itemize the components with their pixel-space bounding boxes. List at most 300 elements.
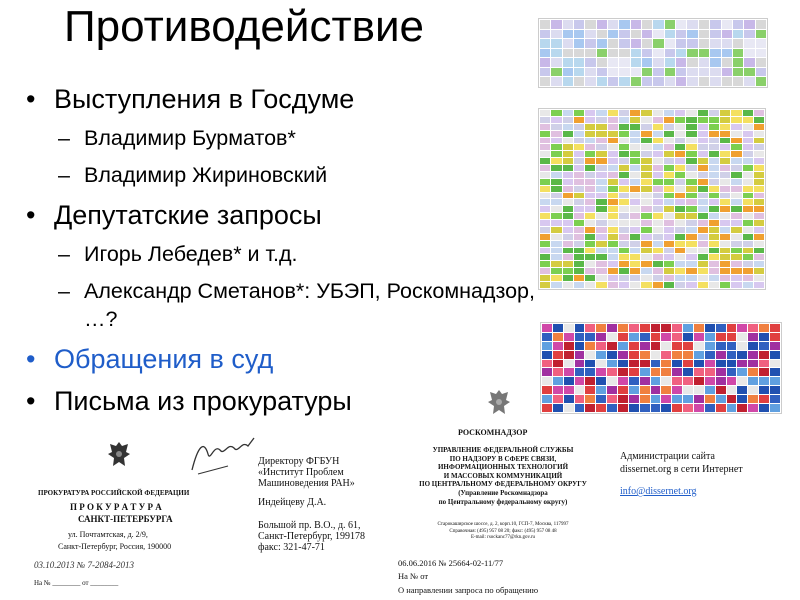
grid-cell — [708, 185, 719, 192]
grid-cell — [540, 206, 551, 213]
grid-cell — [618, 171, 629, 178]
grid-cell — [596, 247, 607, 254]
grid-cell — [732, 67, 743, 77]
grid-cell — [540, 165, 551, 172]
grid-cell — [742, 123, 753, 130]
grid-cell — [607, 281, 618, 288]
grid-cell — [698, 39, 709, 49]
grid-cell — [676, 20, 687, 30]
grid-cell — [663, 233, 674, 240]
grid-cell — [562, 281, 573, 288]
grid-cell — [596, 192, 607, 199]
grid-cell — [641, 261, 652, 268]
grid-cell — [721, 29, 732, 39]
grid-cell — [720, 144, 731, 151]
rkn-head4: И МАССОВЫХ КОММУНИКАЦИЙ — [443, 471, 563, 480]
grid-cell — [652, 233, 663, 240]
grid-cell — [540, 192, 551, 199]
grid-cell — [585, 199, 596, 206]
grid-cell — [652, 247, 663, 254]
grid-cell — [551, 67, 562, 77]
rkn-head6: (Управление Роскомнадзора — [458, 488, 548, 497]
grid-cell — [697, 199, 708, 206]
prosecutor-letter — [30, 430, 400, 600]
grid-cell — [618, 199, 629, 206]
grid-cell — [770, 324, 781, 333]
grid-cell — [562, 123, 573, 130]
grid-cell — [731, 123, 742, 130]
grid-cell — [704, 377, 715, 386]
grid-cell — [607, 268, 618, 275]
grid-cell — [652, 110, 663, 117]
grid-cell — [585, 137, 596, 144]
grid-cell — [540, 77, 551, 87]
grid-cell — [683, 368, 694, 377]
grid-cell — [720, 275, 731, 282]
grid-cell — [742, 254, 753, 261]
grid-cell — [551, 254, 562, 261]
grid-cell — [542, 332, 553, 341]
grid-cell — [742, 281, 753, 288]
grid-cell — [562, 130, 573, 137]
grid-cell — [562, 247, 573, 254]
grid-cell — [753, 254, 764, 261]
grid-cell — [675, 247, 686, 254]
grid-cell — [698, 77, 709, 87]
grid-cell — [585, 254, 596, 261]
grid-cell — [708, 247, 719, 254]
grid-cell — [552, 377, 563, 386]
grid-cell — [675, 233, 686, 240]
grid-cell — [710, 77, 721, 87]
grid-cell — [618, 233, 629, 240]
grid-cell — [664, 29, 675, 39]
grid-cell — [552, 341, 563, 350]
grid-cell — [596, 158, 607, 165]
grid-cell — [720, 254, 731, 261]
grid-cell — [562, 39, 573, 49]
grid-cell — [687, 20, 698, 30]
grid-cell — [618, 151, 629, 158]
grid-cell — [551, 192, 562, 199]
grid-cell — [573, 192, 584, 199]
grid-cell — [731, 151, 742, 158]
grid-cell — [562, 110, 573, 117]
grid-cell — [731, 226, 742, 233]
grid-cell — [641, 268, 652, 275]
grid-cell — [585, 281, 596, 288]
grid-cell — [742, 185, 753, 192]
grid-cell — [753, 261, 764, 268]
grid-cell — [683, 350, 694, 359]
grid-cell — [653, 58, 664, 68]
grid-cell — [551, 77, 562, 87]
grid-cell — [731, 171, 742, 178]
grid-cell — [708, 240, 719, 247]
recipient-line3: Машиноведения РАН» — [258, 478, 355, 489]
grid-cell — [642, 48, 653, 58]
grid-cell — [585, 247, 596, 254]
grid-cell — [563, 350, 574, 359]
grid-cell — [573, 254, 584, 261]
rkn-date-ref: 06.06.2016 № 25664-02-11/77 — [398, 558, 504, 568]
grid-cell — [708, 268, 719, 275]
grid-cell — [573, 130, 584, 137]
grid-cell — [562, 158, 573, 165]
grid-cell — [574, 39, 585, 49]
grid-cell — [742, 178, 753, 185]
grid-cell — [607, 350, 618, 359]
grid-cell — [748, 377, 759, 386]
grid-cell — [552, 350, 563, 359]
grid-cell — [731, 213, 742, 220]
grid-cell — [720, 261, 731, 268]
grid-cell — [683, 332, 694, 341]
grid-cell — [755, 29, 766, 39]
grid-cell — [664, 77, 675, 87]
grid-cell — [652, 171, 663, 178]
grid-cell — [596, 185, 607, 192]
grid-cell — [686, 116, 697, 123]
grid-cell — [720, 178, 731, 185]
grid-cell — [596, 67, 607, 77]
recipient-line1: Директору ФГБУН — [258, 456, 340, 467]
grid-cell — [608, 58, 619, 68]
grid-cell — [630, 123, 641, 130]
grid-cell — [551, 220, 562, 227]
grid-cell — [694, 368, 705, 377]
grid-cell — [744, 29, 755, 39]
grid-cell — [630, 213, 641, 220]
grid-cell — [686, 158, 697, 165]
grid-cell — [770, 332, 781, 341]
grid-cell — [596, 110, 607, 117]
grid-cell — [540, 281, 551, 288]
grid-cell — [704, 368, 715, 377]
grid-cell — [697, 226, 708, 233]
grid-cell — [720, 192, 731, 199]
grid-cell — [663, 220, 674, 227]
grid-cell — [574, 29, 585, 39]
grid-cell — [630, 77, 641, 87]
grid-cell — [540, 254, 551, 261]
grid-cell — [574, 359, 585, 368]
grid-cell — [540, 58, 551, 68]
grid-cell — [737, 350, 748, 359]
grid-cell — [710, 48, 721, 58]
grid-cell — [715, 332, 726, 341]
grid-cell — [759, 377, 770, 386]
grid-cell — [630, 261, 641, 268]
grid-cell — [737, 324, 748, 333]
grid-cell — [630, 206, 641, 213]
grid-cell — [585, 261, 596, 268]
grid-cell — [686, 226, 697, 233]
rkn-email-link[interactable]: info@dissernet.org — [620, 486, 697, 497]
grid-cell — [731, 240, 742, 247]
grid-cell — [697, 268, 708, 275]
grid-cell — [596, 281, 607, 288]
grid-cell — [686, 206, 697, 213]
grid-cell — [686, 261, 697, 268]
grid-cell — [686, 220, 697, 227]
grid-cell — [698, 58, 709, 68]
grid-cell — [742, 275, 753, 282]
grid-cell — [726, 359, 737, 368]
grid-cell — [585, 220, 596, 227]
grid-cell — [540, 67, 551, 77]
grid-cell — [675, 261, 686, 268]
grid-cell — [653, 39, 664, 49]
grid-cell — [540, 137, 551, 144]
grid-cell — [753, 281, 764, 288]
rkn-na-no: На № от — [398, 571, 429, 581]
grid-cell — [607, 220, 618, 227]
grid-cell — [641, 165, 652, 172]
grid-cell — [675, 275, 686, 282]
grid-cell — [663, 213, 674, 220]
grid-cell — [639, 368, 650, 377]
grid-cell — [697, 206, 708, 213]
grid-cell — [607, 123, 618, 130]
grid-cell — [585, 67, 596, 77]
grid-cell — [630, 130, 641, 137]
grid-cell — [596, 77, 607, 87]
grid-cell — [542, 324, 553, 333]
grid-cell — [596, 58, 607, 68]
grid-cell — [563, 359, 574, 368]
grid-cell — [697, 213, 708, 220]
grid-cell — [607, 261, 618, 268]
grid-cell — [562, 268, 573, 275]
grid-cell — [540, 130, 551, 137]
grid-cell — [562, 254, 573, 261]
bullet-court-link[interactable]: • Обращения в суд — [26, 342, 646, 376]
sub-bullet-smetanov-line1: Александр Сметанов*: УБЭП, Роскомнадзор, — [84, 279, 535, 303]
grid-cell — [663, 261, 674, 268]
grid-cell — [585, 77, 596, 87]
grid-cell — [618, 213, 629, 220]
grid-cell — [742, 130, 753, 137]
grid-cell — [753, 130, 764, 137]
grid-cell — [663, 240, 674, 247]
grid-cell — [562, 185, 573, 192]
grid-cell — [686, 199, 697, 206]
grid-cell — [540, 268, 551, 275]
grid-cell — [551, 268, 562, 275]
grid-cell — [639, 341, 650, 350]
grid-cell — [715, 359, 726, 368]
grid-cell — [540, 123, 551, 130]
grid-cell — [573, 240, 584, 247]
grid-cell — [686, 185, 697, 192]
grid-cell — [652, 261, 663, 268]
grid-cell — [619, 77, 630, 87]
grid-cell — [742, 199, 753, 206]
rkn-header — [398, 446, 608, 506]
grid-cell — [618, 137, 629, 144]
grid-cell — [628, 350, 639, 359]
grid-cell — [755, 67, 766, 77]
grid-cell — [652, 206, 663, 213]
grid-cell — [585, 275, 596, 282]
grid-cell — [618, 220, 629, 227]
grid-cell — [607, 206, 618, 213]
grid-cell — [653, 20, 664, 30]
grid-cell — [720, 137, 731, 144]
grid-cell — [551, 165, 562, 172]
grid-cell — [596, 206, 607, 213]
grid-cell — [540, 48, 551, 58]
grid-cell — [574, 77, 585, 87]
grid-cell — [748, 324, 759, 333]
grid-cell — [573, 206, 584, 213]
grid-cell — [540, 151, 551, 158]
grid-cell — [663, 199, 674, 206]
grid-cell — [759, 350, 770, 359]
grid-cell — [742, 261, 753, 268]
grid-cell — [686, 165, 697, 172]
grid-cell — [562, 275, 573, 282]
grid-cell — [573, 116, 584, 123]
grid-cell — [641, 226, 652, 233]
grid-cell — [686, 137, 697, 144]
grid-cell — [607, 165, 618, 172]
grid-cell — [596, 254, 607, 261]
grid-cell — [748, 341, 759, 350]
grid-cell — [720, 158, 731, 165]
grid-cell — [562, 240, 573, 247]
grid-cell — [697, 261, 708, 268]
grid-cell — [748, 350, 759, 359]
grid-cell — [698, 29, 709, 39]
grid-cell — [675, 199, 686, 206]
grid-cell — [641, 199, 652, 206]
grid-cell — [542, 341, 553, 350]
prosecutor-org-line1: ПРОКУРАТУРА РОССИЙСКОЙ ФЕДЕРАЦИИ — [38, 489, 190, 497]
grid-cell — [753, 247, 764, 254]
grid-cell — [663, 281, 674, 288]
grid-cell — [630, 67, 641, 77]
grid-cell — [585, 377, 596, 386]
grid-cell — [618, 254, 629, 261]
grid-cell — [721, 58, 732, 68]
grid-cell — [607, 199, 618, 206]
grid-cell — [721, 39, 732, 49]
grid-cell — [731, 220, 742, 227]
grid-cell — [574, 341, 585, 350]
grid-cell — [540, 39, 551, 49]
grid-cell — [708, 206, 719, 213]
grid-cell — [753, 226, 764, 233]
grid-cell — [742, 137, 753, 144]
recipient-line2: «Институт Проблем — [258, 467, 344, 478]
grid-cell — [697, 137, 708, 144]
grid-cell — [585, 130, 596, 137]
grid-cell — [753, 213, 764, 220]
grid-cell — [630, 158, 641, 165]
grid-cell — [708, 178, 719, 185]
grid-cell — [540, 233, 551, 240]
grid-cell — [585, 226, 596, 233]
grid-cell — [618, 226, 629, 233]
grid-cell — [664, 58, 675, 68]
grid-cell — [573, 199, 584, 206]
grid-cell — [630, 247, 641, 254]
grid-cell — [686, 171, 697, 178]
grid-cell — [675, 158, 686, 165]
grid-cell — [759, 332, 770, 341]
grid-cell — [742, 144, 753, 151]
grid-cell — [721, 67, 732, 77]
grid-cell — [542, 350, 553, 359]
grid-cell — [596, 268, 607, 275]
grid-cell — [664, 39, 675, 49]
grid-cell — [641, 220, 652, 227]
grid-cell — [672, 368, 683, 377]
grid-cell — [630, 20, 641, 30]
grid-cell — [630, 268, 641, 275]
grid-cell — [641, 116, 652, 123]
grid-cell — [686, 268, 697, 275]
grid-cell — [675, 123, 686, 130]
grid-cell — [585, 123, 596, 130]
grid-cell — [618, 275, 629, 282]
grid-cell — [630, 110, 641, 117]
rkn-addr2: Справочная: (495) 957 08 20; факс: (495) 957 08 48 — [449, 528, 557, 534]
grid-cell — [607, 275, 618, 282]
grid-cell — [607, 116, 618, 123]
grid-cell — [618, 116, 629, 123]
grid-cell — [562, 192, 573, 199]
grid-cell — [686, 178, 697, 185]
grid-cell — [732, 77, 743, 87]
grid-cell — [697, 247, 708, 254]
grid-cell — [686, 281, 697, 288]
grid-cell — [687, 77, 698, 87]
grid-cell — [562, 206, 573, 213]
grid-cell — [551, 110, 562, 117]
grid-cell — [585, 233, 596, 240]
grid-cell — [618, 268, 629, 275]
grid-cell — [540, 185, 551, 192]
sub-bullet-burmatov: – Владимир Бурматов* — [26, 124, 646, 152]
grid-cell — [607, 178, 618, 185]
grid-cell — [585, 341, 596, 350]
grid-cell — [650, 350, 661, 359]
grid-cell — [686, 247, 697, 254]
grid-cell — [628, 377, 639, 386]
grid-cell — [607, 324, 618, 333]
grid-cell — [618, 332, 629, 341]
grid-cell — [551, 20, 562, 30]
grid-cell — [551, 130, 562, 137]
grid-cell — [540, 275, 551, 282]
grid-cell — [653, 29, 664, 39]
grid-cell — [720, 171, 731, 178]
grid-cell — [676, 77, 687, 87]
grid-cell — [663, 158, 674, 165]
rkn-head5: ПО ЦЕНТРАЛЬНОМУ ФЕДЕРАЛЬНОМУ ОКРУГУ — [419, 480, 587, 489]
grid-cell — [573, 213, 584, 220]
grid-cell — [663, 137, 674, 144]
grid-cell — [596, 171, 607, 178]
grid-cell — [596, 341, 607, 350]
grid-cell — [715, 324, 726, 333]
grid-cell — [672, 324, 683, 333]
grid-cell — [551, 213, 562, 220]
grid-cell — [551, 171, 562, 178]
